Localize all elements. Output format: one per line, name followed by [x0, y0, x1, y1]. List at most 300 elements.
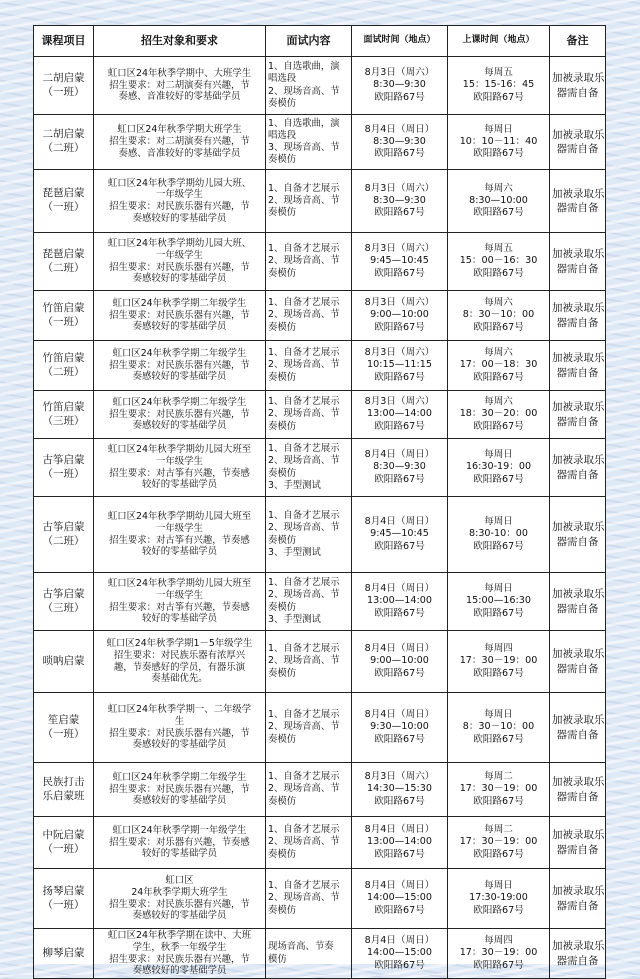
note-cell — [550, 763, 606, 817]
requirements-cell — [94, 115, 266, 170]
note-cell — [550, 291, 606, 341]
interview-content-cell-line: 1、自备才艺展示 — [268, 347, 340, 359]
requirements-cell-line: 一年级学生 — [156, 249, 203, 261]
interview-content-cell — [266, 631, 352, 693]
header-interview-time: 面试时间（地点） — [352, 26, 448, 57]
interview-content-cell-line: 1、自备才艺展示 — [268, 880, 340, 892]
course-cell-line: （一班） — [42, 727, 85, 740]
interview-content-cell-line: 2、现场音高、节 — [268, 589, 340, 601]
interview-content-cell-line: 1、自备才艺展示 — [268, 510, 340, 522]
interview-time-cell — [352, 573, 448, 631]
table-row — [34, 170, 606, 233]
note-cell-line: 器需自备 — [556, 954, 599, 967]
requirements-cell-line: 奏感、音准较好的零基础学员 — [118, 147, 241, 159]
interview-time-cell-line: 欧阳路67号 — [374, 607, 425, 619]
interview-content-cell-line: 奏模仿 — [268, 467, 297, 479]
interview-content-cell-line: 唱选段 — [268, 73, 297, 85]
requirements-cell — [94, 869, 266, 929]
enrollment-table — [33, 25, 606, 979]
interview-time-cell-line: 欧阳路67号 — [374, 148, 425, 160]
class-time-cell — [448, 929, 550, 979]
interview-content-cell-line: 3、手型测试 — [268, 479, 321, 491]
requirements-cell-line: 虹口区24年秋季学期幼儿园大班、 — [107, 177, 252, 189]
requirements-cell — [94, 439, 266, 497]
header-interview-content: 面试内容 — [266, 26, 352, 57]
interview-time-cell-line: 8月3日（周六） — [364, 347, 435, 359]
class-time-cell-line: 每周日 — [484, 449, 513, 461]
requirements-cell — [94, 817, 266, 869]
course-cell-line: 二胡启蒙 — [42, 71, 85, 84]
interview-time-cell-line: 欧阳路67号 — [374, 904, 425, 916]
course-cell — [34, 497, 94, 573]
requirements-cell-line: 奏感较好的零基础学员 — [132, 420, 227, 432]
course-cell — [34, 929, 94, 979]
class-time-cell-line: 17：30－19：00 — [459, 655, 538, 667]
requirements-cell-line: 虹口区24年秋季学期二年级学生 — [112, 396, 247, 408]
course-cell-line: 古筝启蒙 — [42, 587, 85, 600]
interview-content-cell-line: 1、自选歌曲，演 — [268, 117, 340, 129]
requirements-cell-line: 招生要求：对古筝有兴趣，节奏感 — [109, 601, 250, 613]
course-cell-line: 民族打击 — [42, 775, 85, 788]
interview-content-cell-line: 1、自备才艺展示 — [268, 643, 340, 655]
note-cell — [550, 170, 606, 233]
interview-time-cell-line: 8月4日（周日） — [364, 935, 435, 947]
note-cell-line: 器需自备 — [556, 316, 599, 329]
class-time-cell-line: 16:30-19：00 — [465, 461, 532, 473]
requirements-cell-line: 招生要求：对民族乐器有兴趣，节 — [109, 727, 250, 739]
interview-time-cell — [352, 693, 448, 763]
requirements-cell-line: 虹口区 — [165, 875, 194, 886]
class-time-cell — [448, 497, 550, 573]
class-time-cell-line: 每周六 — [484, 396, 513, 408]
note-cell-line: 器需自备 — [556, 86, 599, 99]
interview-content-cell-line: 奏模仿 — [268, 534, 297, 546]
table-row — [34, 439, 606, 497]
requirements-cell-line: 招生要求：对民族乐器有兴趣，节 — [109, 783, 250, 795]
requirements-cell-line: 奏感较好的零基础学员 — [132, 273, 227, 285]
course-cell — [34, 439, 94, 497]
requirements-cell-line: 虹口区24年秋季学期二年级学生 — [112, 297, 247, 309]
table-row — [34, 233, 606, 291]
note-cell — [550, 817, 606, 869]
requirements-cell — [94, 631, 266, 693]
course-cell-line: （一班） — [42, 467, 85, 480]
class-time-cell-line: 欧阳路67号 — [473, 207, 524, 219]
interview-time-cell-line: 13:00—14:00 — [367, 595, 432, 607]
interview-content-cell-line: 3、手型测试 — [268, 613, 321, 625]
class-time-cell-line: 8:30—10:00 — [469, 194, 528, 206]
interview-time-cell — [352, 341, 448, 391]
table-row — [34, 497, 606, 573]
interview-content-cell-line: 3、手型测试 — [268, 546, 321, 558]
note-cell-line: 加被录取乐 — [552, 940, 605, 953]
note-cell-line: 器需自备 — [556, 790, 599, 803]
course-cell-line: 古筝启蒙 — [42, 520, 85, 533]
header-note: 备注 — [550, 26, 606, 57]
interview-time-cell-line: 8月4日（周日） — [364, 880, 435, 892]
interview-content-cell-line: 2、现场音高、节 — [268, 522, 340, 534]
course-cell-line: 中阮启蒙 — [42, 828, 85, 841]
interview-content-cell — [266, 233, 352, 291]
class-time-cell-line: 每周日 — [484, 516, 513, 528]
interview-content-cell-line: 2、现场音高、节 — [268, 255, 340, 267]
note-cell-line: 加被录取乐 — [552, 648, 605, 661]
course-cell-line: 琵琶启蒙 — [42, 247, 85, 260]
interview-time-cell-line: 欧阳路67号 — [374, 667, 425, 679]
table-row — [34, 573, 606, 631]
class-time-cell — [448, 233, 550, 291]
class-time-cell — [448, 439, 550, 497]
requirements-cell-line: 虹口区24年秋季学期幼儿园大班、 — [107, 238, 252, 249]
interview-content-cell-line: 2、现场音高、节 — [268, 655, 340, 667]
class-time-cell-line: 每周二 — [484, 771, 513, 783]
note-cell-line: 加被录取乐 — [552, 128, 605, 141]
class-time-cell-line: 17：30－19：00 — [459, 836, 538, 848]
interview-time-cell-line: 欧阳路67号 — [374, 91, 425, 103]
interview-time-cell-line: 8月4日（周日） — [364, 709, 435, 721]
requirements-cell-line: 奏感、音准较好的零基础学员 — [118, 91, 241, 103]
class-time-cell — [448, 631, 550, 693]
interview-content-cell — [266, 497, 352, 573]
header-course: 课程项目 — [34, 26, 94, 57]
course-cell-line: （三班） — [42, 414, 85, 427]
note-cell-line: 器需自备 — [556, 843, 599, 856]
requirements-cell-line: 24年秋季学期大班学生 — [131, 886, 228, 898]
class-time-cell-line: 每周日 — [484, 880, 513, 892]
note-cell-line: 器需自备 — [556, 262, 599, 275]
course-cell — [34, 291, 94, 341]
course-cell-line: （二班） — [42, 534, 85, 547]
interview-content-cell-line: 奏模仿 — [268, 795, 297, 807]
interview-time-cell — [352, 497, 448, 573]
note-cell-line: 加被录取乐 — [552, 829, 605, 842]
interview-time-cell-line: 9:00—10:00 — [370, 309, 429, 321]
class-time-cell-line: 欧阳路67号 — [473, 904, 524, 916]
interview-content-cell — [266, 573, 352, 631]
table-row — [34, 57, 606, 115]
note-cell — [550, 341, 606, 391]
interview-time-cell-line: 8月4日（周日） — [364, 123, 435, 135]
requirements-cell-line: 奏感较好的零基础学员 — [132, 739, 227, 751]
requirements-cell-line: 招生要求：对民族乐器有浓厚兴 — [113, 649, 246, 661]
note-cell-line: 加被录取乐 — [552, 72, 605, 85]
table-row — [34, 693, 606, 763]
class-time-cell-line: 欧阳路67号 — [473, 540, 524, 552]
course-cell — [34, 233, 94, 291]
class-time-cell-line: 欧阳路67号 — [473, 371, 524, 383]
interview-time-cell-line: 欧阳路67号 — [374, 420, 425, 432]
class-time-cell-line: 欧阳路67号 — [473, 795, 524, 807]
interview-content-cell-line: 奏模仿 — [268, 601, 297, 613]
note-cell — [550, 693, 606, 763]
table-row — [34, 817, 606, 869]
interview-content-cell-line: 1、自备才艺展示 — [268, 443, 340, 455]
requirements-cell — [94, 693, 266, 763]
class-time-cell-line: 每周五 — [484, 67, 513, 79]
requirements-cell-line: 虹口区24年秋季学期大班学生 — [117, 124, 242, 136]
interview-content-cell-line: 奏模仿 — [268, 207, 297, 219]
interview-time-cell — [352, 115, 448, 170]
interview-time-cell-line: 欧阳路67号 — [374, 959, 425, 971]
interview-time-cell-line: 9:30—10:00 — [370, 721, 429, 733]
class-time-cell — [448, 57, 550, 115]
interview-time-cell-line: 8月4日（周日） — [364, 583, 435, 595]
interview-content-cell-line: 奏模仿 — [268, 371, 297, 383]
class-time-cell-line: 欧阳路67号 — [473, 148, 524, 160]
class-time-cell-line: 每周四 — [484, 935, 513, 947]
requirements-cell — [94, 233, 266, 291]
table-row — [34, 869, 606, 929]
interview-time-cell — [352, 233, 448, 291]
class-time-cell-line: 每周六 — [484, 297, 513, 309]
requirements-cell-line: 招生要求：对民族乐器有兴趣，节 — [109, 309, 250, 321]
interview-content-cell-line: 2、现场音高、节 — [268, 836, 340, 848]
note-cell-line: 加被录取乐 — [552, 187, 605, 200]
course-cell-line: 唢呐启蒙 — [42, 654, 85, 667]
interview-content-cell-line: 1、自备才艺展示 — [268, 182, 340, 194]
interview-content-cell-line: 唱选段 — [268, 129, 297, 141]
requirements-cell-line: 奏基础优先。 — [151, 673, 208, 685]
note-cell — [550, 439, 606, 497]
requirements-cell-line: 奏感较好的零基础学员 — [132, 910, 227, 922]
interview-content-cell-line: 模仿 — [268, 953, 287, 965]
interview-content-cell-line: 2、现场音高、节 — [268, 783, 340, 795]
requirements-cell-line: 招生要求：对乐器有兴趣，节奏感 — [109, 836, 250, 848]
requirements-cell-line: 奏感较好的零基础学员 — [132, 321, 227, 333]
note-cell-line: 器需自备 — [556, 202, 599, 214]
interview-content-cell-line: 2、现场音高、节 — [268, 85, 340, 97]
class-time-cell-line: 欧阳路67号 — [473, 733, 524, 745]
interview-content-cell-line: 奏模仿 — [268, 904, 297, 916]
requirements-cell-line: 虹口区24年秋季学期中、大班学生 — [107, 67, 252, 79]
table-row — [34, 341, 606, 391]
interview-content-cell — [266, 439, 352, 497]
requirements-cell — [94, 341, 266, 391]
interview-content-cell-line: 奏模仿 — [268, 321, 297, 333]
requirements-cell-line: 虹口区24年秋季学期幼儿园大班至 — [107, 444, 252, 455]
course-cell-line: （二班） — [42, 142, 85, 154]
requirements-cell-line: 虹口区24年秋季学期1－5年级学生 — [106, 638, 253, 649]
requirements-cell-line: 一年级学生 — [156, 522, 203, 534]
requirements-cell-line: 虹口区24年秋季学期二年级学生 — [112, 771, 247, 783]
interview-content-cell-line: 奏模仿 — [268, 154, 297, 166]
interview-content-cell-line: 1、自备才艺展示 — [268, 396, 340, 408]
course-cell-line: （一班） — [42, 842, 85, 855]
header-requirements: 招生对象和要求 — [94, 26, 266, 57]
note-cell-line: 器需自备 — [556, 728, 599, 741]
course-cell — [34, 391, 94, 439]
course-cell-line: 竹笛启蒙 — [42, 400, 85, 413]
class-time-cell-line: 每周日 — [484, 583, 513, 595]
note-cell — [550, 869, 606, 929]
course-cell-line: 扬琴启蒙 — [42, 884, 85, 897]
requirements-cell-line: 招生要求：对古筝有兴趣，节奏感 — [109, 467, 250, 479]
note-cell-line: 加被录取乐 — [552, 885, 605, 898]
interview-content-cell — [266, 869, 352, 929]
requirements-cell — [94, 573, 266, 631]
course-cell-line: 古筝启蒙 — [42, 453, 85, 466]
course-cell — [34, 57, 94, 115]
note-cell — [550, 391, 606, 439]
class-time-cell-line: 每周四 — [484, 643, 513, 655]
requirements-cell-line: 招生要求：对民族乐器有兴趣，节 — [109, 953, 250, 965]
requirements-cell-line: 虹口区24年秋季学期一、二年级学 — [107, 704, 252, 715]
interview-time-cell-line: 14:00—15:00 — [367, 892, 432, 904]
course-cell — [34, 573, 94, 631]
requirements-cell-line: 招生要求：对二胡演奏有兴趣，节 — [109, 136, 250, 148]
interview-content-cell-line: 2、现场音高、节 — [268, 721, 340, 733]
requirements-cell-line: 虹口区24年秋季学期一年级学生 — [112, 824, 247, 836]
requirements-cell-line: 招生要求：对古筝有兴趣，节奏感 — [109, 534, 250, 546]
interview-content-cell-line: 奏模仿 — [268, 848, 297, 860]
note-cell-line: 器需自备 — [556, 899, 599, 912]
class-time-cell-line: 15:00—16:30 — [466, 595, 531, 607]
interview-time-cell-line: 8月4日（周日） — [364, 449, 435, 461]
interview-time-cell-line: 欧阳路67号 — [374, 371, 425, 383]
interview-time-cell — [352, 869, 448, 929]
interview-content-cell-line: 奏模仿 — [268, 667, 297, 679]
requirements-cell-line: 奏感较好的零基础学员 — [132, 371, 227, 383]
table-row — [34, 763, 606, 817]
class-time-cell-line: 欧阳路67号 — [473, 607, 524, 619]
interview-content-cell — [266, 817, 352, 869]
interview-content-cell-line: 1、自备才艺展示 — [268, 577, 340, 589]
interview-time-cell — [352, 439, 448, 497]
requirements-cell — [94, 170, 266, 233]
class-time-cell-line: 15：15-16：45 — [462, 79, 535, 91]
interview-content-cell — [266, 341, 352, 391]
class-time-cell-line: 欧阳路67号 — [473, 959, 524, 971]
table-row — [34, 291, 606, 341]
interview-time-cell-line: 欧阳路67号 — [374, 321, 425, 333]
interview-content-cell-line: 奏模仿 — [268, 420, 297, 432]
course-cell-line: 二胡启蒙 — [42, 128, 85, 141]
requirements-cell-line: 招生要求：对民族乐器有兴趣，节 — [109, 201, 250, 212]
requirements-cell-line: 招生要求：对二胡演奏有兴趣，节 — [109, 79, 250, 91]
requirements-cell — [94, 929, 266, 979]
interview-time-cell-line: 9:00—10:00 — [370, 655, 429, 667]
interview-time-cell-line: 8月3日（周六） — [364, 182, 435, 194]
interview-content-cell-line: 1、自备才艺展示 — [268, 297, 340, 309]
interview-time-cell-line: 13:00—14:00 — [367, 836, 432, 848]
note-cell-line: 器需自备 — [556, 468, 599, 481]
interview-content-cell-line: 2、现场音高、节 — [268, 892, 340, 904]
class-time-cell-line: 欧阳路67号 — [473, 91, 524, 103]
interview-time-cell-line: 欧阳路67号 — [374, 267, 425, 279]
interview-time-cell — [352, 817, 448, 869]
interview-content-cell-line: 3、现场音高、节 — [268, 142, 340, 153]
course-cell-line: （一班） — [42, 315, 85, 328]
interview-time-cell-line: 8月3日（周六） — [364, 243, 435, 255]
table-header-row — [34, 26, 606, 57]
interview-time-cell-line: 8月3日（周六） — [364, 297, 435, 309]
class-time-cell-line: 8：30－10：00 — [462, 721, 535, 733]
note-cell-line: 器需自备 — [556, 366, 599, 379]
interview-content-cell-line: 2、现场音高、节 — [268, 455, 340, 467]
class-time-cell-line: 每周日 — [484, 709, 513, 721]
course-cell — [34, 170, 94, 233]
class-time-cell-line: 8：30－10：00 — [462, 309, 535, 321]
class-time-cell-line: 欧阳路67号 — [473, 667, 524, 679]
course-cell-line: 柳琴启蒙 — [42, 946, 85, 959]
class-time-cell-line: 欧阳路67号 — [473, 473, 524, 485]
course-cell — [34, 693, 94, 763]
note-cell-line: 加被录取乐 — [552, 401, 605, 414]
note-cell-line: 加被录取乐 — [552, 302, 605, 315]
interview-time-cell — [352, 763, 448, 817]
interview-time-cell — [352, 57, 448, 115]
class-time-cell-line: 欧阳路67号 — [473, 848, 524, 860]
class-time-cell — [448, 170, 550, 233]
interview-time-cell-line: 14:00—15:00 — [367, 947, 432, 959]
class-time-cell — [448, 869, 550, 929]
requirements-cell-line: 招生要求：对民族乐器有兴趣，节 — [109, 408, 250, 420]
course-cell — [34, 817, 94, 869]
requirements-cell-line: 虹口区24年秋季学期在读中、大班 — [107, 930, 252, 941]
requirements-cell — [94, 763, 266, 817]
interview-time-cell-line: 8月4日（周日） — [364, 643, 435, 655]
course-cell — [34, 341, 94, 391]
requirements-cell-line: 一年级学生 — [156, 455, 203, 467]
interview-content-cell — [266, 170, 352, 233]
interview-content-cell — [266, 291, 352, 341]
requirements-cell-line: 较好的零基础学员 — [141, 613, 217, 625]
note-cell — [550, 57, 606, 115]
course-cell — [34, 763, 94, 817]
interview-time-cell-line: 欧阳路67号 — [374, 795, 425, 807]
interview-content-cell-line: 2、现场音高、节 — [268, 194, 340, 206]
note-cell-line: 加被录取乐 — [552, 714, 605, 727]
class-time-cell-line: 15：00－16：30 — [459, 255, 538, 267]
requirements-cell-line: 趣，节奏感好的学员，有器乐演 — [113, 661, 246, 673]
note-cell — [550, 573, 606, 631]
class-time-cell-line: 17：30－19：00 — [459, 783, 538, 795]
interview-time-cell-line: 8月4日（周日） — [364, 516, 435, 528]
interview-content-cell-line: 1、自备才艺展示 — [268, 243, 340, 255]
interview-time-cell-line: 欧阳路67号 — [374, 848, 425, 860]
class-time-cell-line: 欧阳路67号 — [473, 267, 524, 279]
note-cell-line: 器需自备 — [556, 535, 599, 548]
requirements-cell-line: 虹口区24年秋季学期幼儿园大班至 — [107, 578, 252, 589]
class-time-cell-line: 17：30－19：00 — [459, 947, 538, 959]
interview-time-cell-line: 欧阳路67号 — [374, 540, 425, 552]
class-time-cell-line: 每周六 — [484, 182, 513, 194]
course-cell-line: （三班） — [42, 601, 85, 614]
course-cell-line: （二班） — [42, 261, 85, 274]
interview-content-cell-line: 2、现场音高、节 — [268, 359, 340, 371]
course-cell-line: 竹笛启蒙 — [42, 301, 85, 314]
class-time-cell — [448, 341, 550, 391]
class-time-cell — [448, 115, 550, 170]
interview-content-cell-line: 奏模仿 — [268, 733, 297, 745]
class-time-cell-line: 10：10－11：40 — [459, 135, 538, 147]
requirements-cell-line: 虹口区24年秋季学期幼儿园大班至 — [107, 511, 252, 522]
requirements-cell-line: 招生要求：对民族乐器有兴趣，节 — [109, 261, 250, 273]
interview-time-cell-line: 欧阳路67号 — [374, 207, 425, 219]
class-time-cell-line: 18：30－20：00 — [459, 408, 538, 420]
requirements-cell-line: 较好的零基础学员 — [141, 546, 217, 558]
course-cell-line: 琵琶启蒙 — [42, 187, 85, 200]
class-time-cell-line: 每周日 — [484, 123, 513, 135]
interview-time-cell-line: 9:45—10:45 — [370, 528, 429, 540]
requirements-cell — [94, 291, 266, 341]
course-cell-line: （二班） — [42, 365, 85, 378]
course-cell — [34, 631, 94, 693]
interview-time-cell — [352, 631, 448, 693]
requirements-cell — [94, 391, 266, 439]
interview-time-cell-line: 8:30—9:30 — [373, 194, 426, 206]
class-time-cell-line: 每周二 — [484, 824, 513, 836]
